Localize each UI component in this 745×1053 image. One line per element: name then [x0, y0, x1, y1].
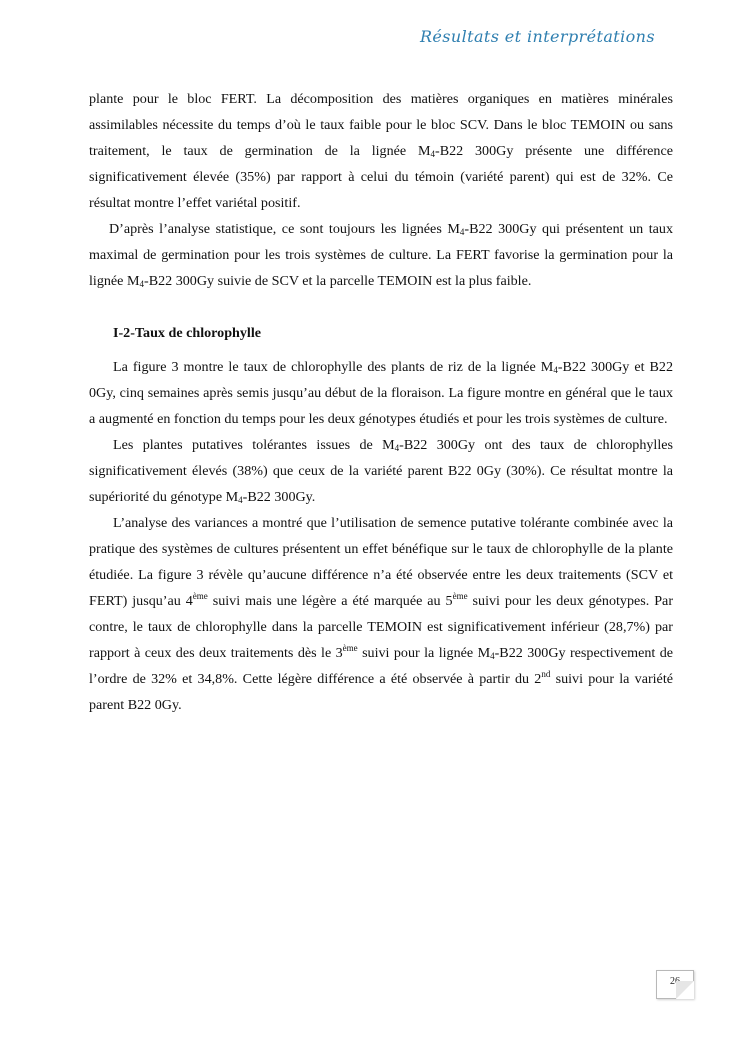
page-number: 26 — [670, 976, 680, 987]
paragraph-statistical-analysis: D’après l’analyse statistique, ce sont toujours les lignées $M_4-B22$ 300Gy qui présentent un taux maximal de germination pour les trois systèmes de culture. La FERT favorise la germination pour la lignée $M_4-B22$ 300Gy suivie de SCV et la parcelle TEMOIN est la plus faible. — [89, 221, 673, 289]
paragraph-figure-3: La figure 3 montre le taux de chlorophylle des plants de riz de la lignée $M_4-B22$ 300Gy et B22 0Gy, cinq semaines après semis jusqu’au début de la floraison. La figure montre en général que le taux a augmenté en fonction du temps pour les deux génotypes étudiés et pour les trois systèmes de culture. — [89, 359, 673, 427]
paragraph-germination-end: plante pour le bloc FERT. La décomposition des matières organiques en matières minérales assimilables nécessite du temps d’où le taux faible pour le bloc SCV. Dans le bloc TEMOIN ou sans traitement, le taux de germination de la lignée $M_4-B22$ 300Gy présente une différence significativement élevée (35%) par rapport à celui du témoin (variété parent) qui est de 32%. Ce résultat montre l’effet variétal positif. — [89, 91, 673, 211]
paragraph-putative-plants: Les plantes putatives tolérantes issues de $M_4-B22$ 300Gy ont des taux de chlorophylles significativement élevés (38%) que ceux de la variété parent B22 0Gy (30%). Ce résultat montre la supériorité du génotype $M_4-B22$ 300Gy. — [89, 437, 673, 505]
section-heading: I-2-Taux de chlorophylle — [113, 325, 262, 341]
paragraph-variance-analysis: L’analyse des variances a montré que l’utilisation de semence putative tolérante combinée avec la pratique des systèmes de cultures présentent un effet bénéfique sur le taux de chlorophylle de la plante étudiée. La figure 3 révèle qu’aucune différence n’a été observée entre les deux traitements (SCV et FERT) jusqu’au 4ème suivi mais une légère a été marquée au 5ème suivi pour les deux génotypes. Par contre, le taux de chlorophylle dans la parcelle TEMOIN est significativement inférieur (28,7%) par rapport à ceux des deux traitements dès le 3ème suivi pour la lignée $M_4-B22$ 300Gy respectivement de l’ordre de 32% et 34,8%. Cette légère différence a été observée à partir du 2nd suivi pour la variété parent B22 0Gy. — [89, 515, 674, 713]
running-header: Résultats et interprétations — [419, 27, 655, 46]
page-curl-icon — [676, 981, 694, 999]
body-text — [89, 86, 673, 718]
page-number-box — [656, 970, 694, 999]
